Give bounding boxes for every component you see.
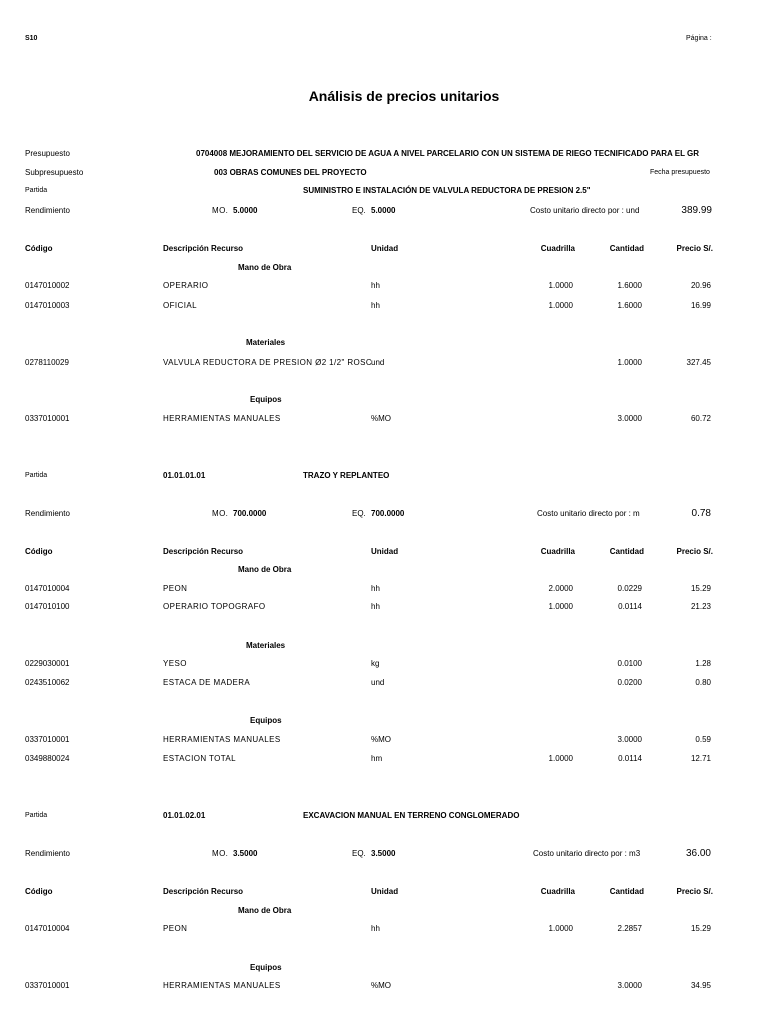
row-cantidad: 3.0000 [617,414,642,423]
row-descripcion: YESO [163,659,187,668]
row-descripcion: PEON [163,924,188,933]
row-cuadrilla: 1.0000 [548,301,573,310]
group-mano-de-obra: Mano de Obra [238,906,292,915]
page-title: Análisis de precios unitarios [308,88,500,104]
mo-label: MO. [212,509,229,518]
costo-value: 36.00 [685,848,711,859]
row-cuadrilla: 1.0000 [548,602,573,611]
row-codigo: 0147010100 [25,602,70,611]
rendimiento-label: Rendimiento [25,849,70,858]
row-codigo: 0147010003 [25,301,70,310]
row-cantidad: 1.6000 [617,281,642,290]
row-codigo: 0278110029 [25,358,69,367]
col-cantidad: Cantidad [609,547,644,556]
group-equipos: Equipos [250,395,282,404]
row-precio: 15.29 [690,924,711,933]
row-cantidad: 0.0100 [617,659,642,668]
row-codigo: 0229030001 [25,659,70,668]
mo-label: MO. [212,206,229,215]
partida-label: Partida [25,187,48,194]
row-codigo: 0147010004 [25,924,70,933]
row-precio: 16.99 [690,301,711,310]
partida-description: TRAZO Y REPLANTEO [303,471,390,480]
group-mano-de-obra: Mano de Obra [238,263,292,272]
col-descripcion: Descripción Recurso [163,547,244,556]
row-unidad: und [371,358,385,367]
row-unidad: %MO [371,414,391,423]
row-precio: 0.59 [695,735,711,744]
partida-description: EXCAVACION MANUAL EN TERRENO CONGLOMERADO [303,811,520,820]
row-cantidad: 2.2857 [617,924,642,933]
fecha-presupuesto-label: Fecha presupuesto [650,169,710,176]
partida-code: 01.01.01.01 [163,471,206,480]
row-cantidad: 1.0000 [617,358,642,367]
row-unidad: kg [371,659,380,668]
row-descripcion: HERRAMIENTAS MANUALES [163,981,281,990]
col-unidad: Unidad [371,887,399,896]
row-cantidad: 3.0000 [617,981,642,990]
page-label: Página : [686,35,712,42]
row-codigo: 0337010001 [25,414,70,423]
col-cantidad: Cantidad [609,244,644,253]
col-precio: Precio S/. [676,887,713,896]
group-materiales: Materiales [246,338,286,347]
eq-value: 5.0000 [371,206,396,215]
row-precio: 0.80 [695,678,711,687]
row-precio: 1.28 [695,659,711,668]
row-unidad: hh [371,584,380,593]
col-unidad: Unidad [371,244,399,253]
col-unidad: Unidad [371,547,399,556]
eq-label: EQ. [352,206,366,215]
eq-value: 3.5000 [371,849,396,858]
row-unidad: und [371,678,385,687]
row-codigo: 0243510062 [25,678,70,687]
row-precio: 12.71 [690,754,711,763]
row-cantidad: 0.0114 [618,602,642,611]
group-equipos: Equipos [250,716,282,725]
row-cuadrilla: 1.0000 [548,754,573,763]
col-cuadrilla: Cuadrilla [540,887,575,896]
row-unidad: hm [371,754,383,763]
row-codigo: 0349880024 [25,754,70,763]
row-cantidad: 0.0114 [618,754,642,763]
partida-label: Partida [25,812,48,819]
costo-label: Costo unitario directo por : und [530,206,640,215]
group-equipos: Equipos [250,963,282,972]
mo-value: 5.0000 [233,206,258,215]
rendimiento-label: Rendimiento [25,206,70,215]
group-mano-de-obra: Mano de Obra [238,565,292,574]
partida-label: Partida [25,472,48,479]
presupuesto-label: Presupuesto [25,149,70,158]
row-cantidad: 3.0000 [617,735,642,744]
row-precio: 15.29 [690,584,711,593]
col-codigo: Código [25,887,53,896]
row-descripcion: PEON [163,584,188,593]
costo-value: 389.99 [681,205,712,216]
row-cantidad: 0.0200 [617,678,642,687]
mo-value: 700.0000 [233,509,267,518]
row-precio: 20.96 [690,281,711,290]
col-cuadrilla: Cuadrilla [540,244,575,253]
row-codigo: 0147010002 [25,281,70,290]
row-unidad: hh [371,602,380,611]
row-descripcion: HERRAMIENTAS MANUALES [163,414,281,423]
col-descripcion: Descripción Recurso [163,887,244,896]
col-codigo: Código [25,244,53,253]
eq-value: 700.0000 [371,509,405,518]
col-cantidad: Cantidad [609,887,644,896]
row-descripcion: VALVULA REDUCTORA DE PRESION Ø2 1/2" ROSC [163,358,373,367]
row-unidad: hh [371,301,380,310]
costo-label: Costo unitario directo por : m3 [533,849,641,858]
row-codigo: 0337010001 [25,981,70,990]
row-cuadrilla: 1.0000 [548,924,573,933]
row-descripcion: OFICIAL [163,301,197,310]
subpresupuesto-label: Subpresupuesto [25,168,84,177]
row-precio: 327.45 [686,358,711,367]
row-descripcion: OPERARIO [163,281,209,290]
partida-code: 01.01.02.01 [163,811,206,820]
row-cuadrilla: 2.0000 [548,584,573,593]
costo-label: Costo unitario directo por : m [537,509,640,518]
col-codigo: Código [25,547,53,556]
partida-description: SUMINISTRO E INSTALACIÓN DE VALVULA REDUCTORA DE PRESION 2.5" [303,186,591,195]
subpresupuesto-value: 003 OBRAS COMUNES DEL PROYECTO [214,168,367,177]
row-descripcion: ESTACA DE MADERA [163,678,251,687]
row-cuadrilla: 1.0000 [548,281,573,290]
rendimiento-label: Rendimiento [25,509,70,518]
presupuesto-value: 0704008 MEJORAMIENTO DEL SERVICIO DE AGUA A NIVEL PARCELARIO CON UN SISTEMA DE RIEGO TECNIFICADO PARA EL GR [196,150,700,158]
row-descripcion: HERRAMIENTAS MANUALES [163,735,281,744]
row-unidad: hh [371,281,380,290]
group-materiales: Materiales [246,641,286,650]
col-descripcion: Descripción Recurso [163,244,244,253]
row-cantidad: 0.0229 [617,584,642,593]
row-unidad: %MO [371,735,391,744]
costo-value: 0.78 [691,508,711,519]
row-precio: 34.95 [690,981,711,990]
mo-value: 3.5000 [233,849,258,858]
col-precio: Precio S/. [676,547,713,556]
col-precio: Precio S/. [676,244,713,253]
eq-label: EQ. [352,849,366,858]
row-codigo: 0147010004 [25,584,70,593]
row-unidad: %MO [371,981,391,990]
row-unidad: hh [371,924,380,933]
col-cuadrilla: Cuadrilla [540,547,575,556]
row-descripcion: ESTACION TOTAL [163,754,237,763]
row-codigo: 0337010001 [25,735,70,744]
row-precio: 21.23 [690,602,711,611]
system-name: S10 [25,35,38,42]
mo-label: MO. [212,849,229,858]
eq-label: EQ. [352,509,366,518]
row-descripcion: OPERARIO TOPOGRAFO [163,602,266,611]
row-precio: 60.72 [690,414,711,423]
row-cantidad: 1.6000 [617,301,642,310]
